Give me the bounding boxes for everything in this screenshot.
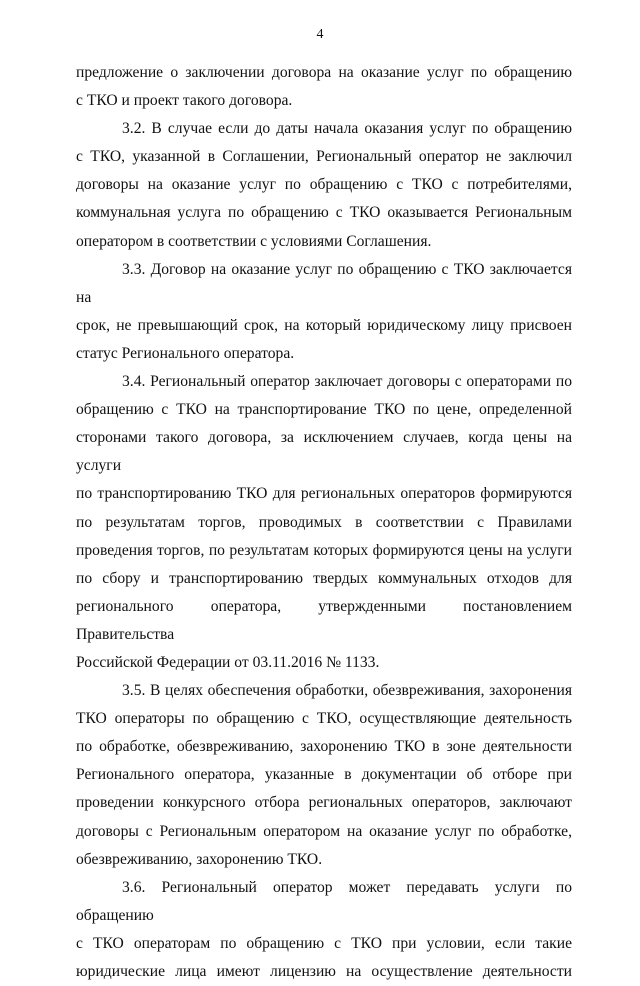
text-line: коммунальная услуга по обращению с ТКО оказывается Региональным	[76, 204, 572, 222]
text-line: договоры с Региональным оператором на оказание услуг по обработке,	[76, 822, 572, 840]
text-line: с ТКО, указанной в Соглашении, Региональный оператор не заключил	[76, 148, 572, 166]
document-body	[76, 59, 572, 986]
text-line: юридические лица имеют лицензию на осуществление деятельности	[76, 963, 572, 980]
text-line: с ТКО операторам по обращению с ТКО при условии, если такие	[76, 934, 572, 952]
text-line: проведении конкурсного отбора региональных операторов, заключают	[76, 794, 572, 812]
text-line: предложение о заключении договора на оказание услуг по обращению	[76, 64, 572, 81]
text-line: Регионального оператора, указанные в документации об отборе при	[76, 766, 572, 784]
text-line: 3.2. В случае если до даты начала оказания услуг по обращению	[122, 120, 572, 138]
text-line: сторонами такого договора, за исключением случаев, когда цены на услуги	[76, 429, 572, 475]
text-line: по сбору и транспортированию твердых коммунальных отходов для	[76, 569, 572, 587]
text-line: проведения торгов, по результатам которых формируются цены на услуги	[76, 541, 572, 559]
paragraph-3-4	[76, 368, 572, 677]
text-line: 3.4. Региональный оператор заключает договоры с операторами по	[122, 373, 572, 391]
page-number: 4	[316, 27, 324, 42]
text-line: по транспортированию ТКО для региональных операторов формируются	[76, 485, 572, 503]
text-line: по результатам торгов, проводимых в соответствии с Правилами	[76, 513, 572, 531]
text-line: обращению с ТКО на транспортирование ТКО по цене, определенной	[76, 401, 572, 419]
paragraph-3-3	[76, 256, 572, 368]
text-line: срок, не превышающий срок, на который юридическому лицу присвоен	[76, 316, 572, 334]
text-line: оператором в соответствии с условиями Соглашения.	[76, 232, 432, 250]
text-line: Российской Федерации от 03.11.2016 № 1133.	[76, 653, 380, 671]
text-line: ТКО операторы по обращению с ТКО, осуществляющие деятельность	[76, 710, 572, 728]
text-line: 3.5. В целях обеспечения обработки, обезвреживания, захоронения	[122, 682, 572, 700]
text-line: по обработке, обезвреживанию, захоронению ТКО в зоне деятельности	[76, 738, 572, 756]
paragraph-continuation	[76, 59, 572, 115]
text-line: обезвреживанию, захоронению ТКО.	[76, 850, 323, 868]
paragraph-3-6	[76, 874, 572, 986]
text-line: с ТКО и проект такого договора.	[76, 92, 293, 110]
text-line: 3.3. Договор на оказание услуг по обращению с ТКО заключается на	[76, 260, 572, 306]
paragraph-3-2	[76, 115, 572, 255]
text-line: статус Регионального оператора.	[76, 344, 295, 362]
text-line: регионального оператора, утвержденными постановлением Правительства	[76, 597, 572, 643]
text-line: договоры на оказание услуг по обращению с ТКО с потребителями,	[76, 176, 572, 194]
paragraph-3-5	[76, 677, 572, 874]
text-line: 3.6. Региональный оператор может передавать услуги по обращению	[76, 878, 572, 924]
